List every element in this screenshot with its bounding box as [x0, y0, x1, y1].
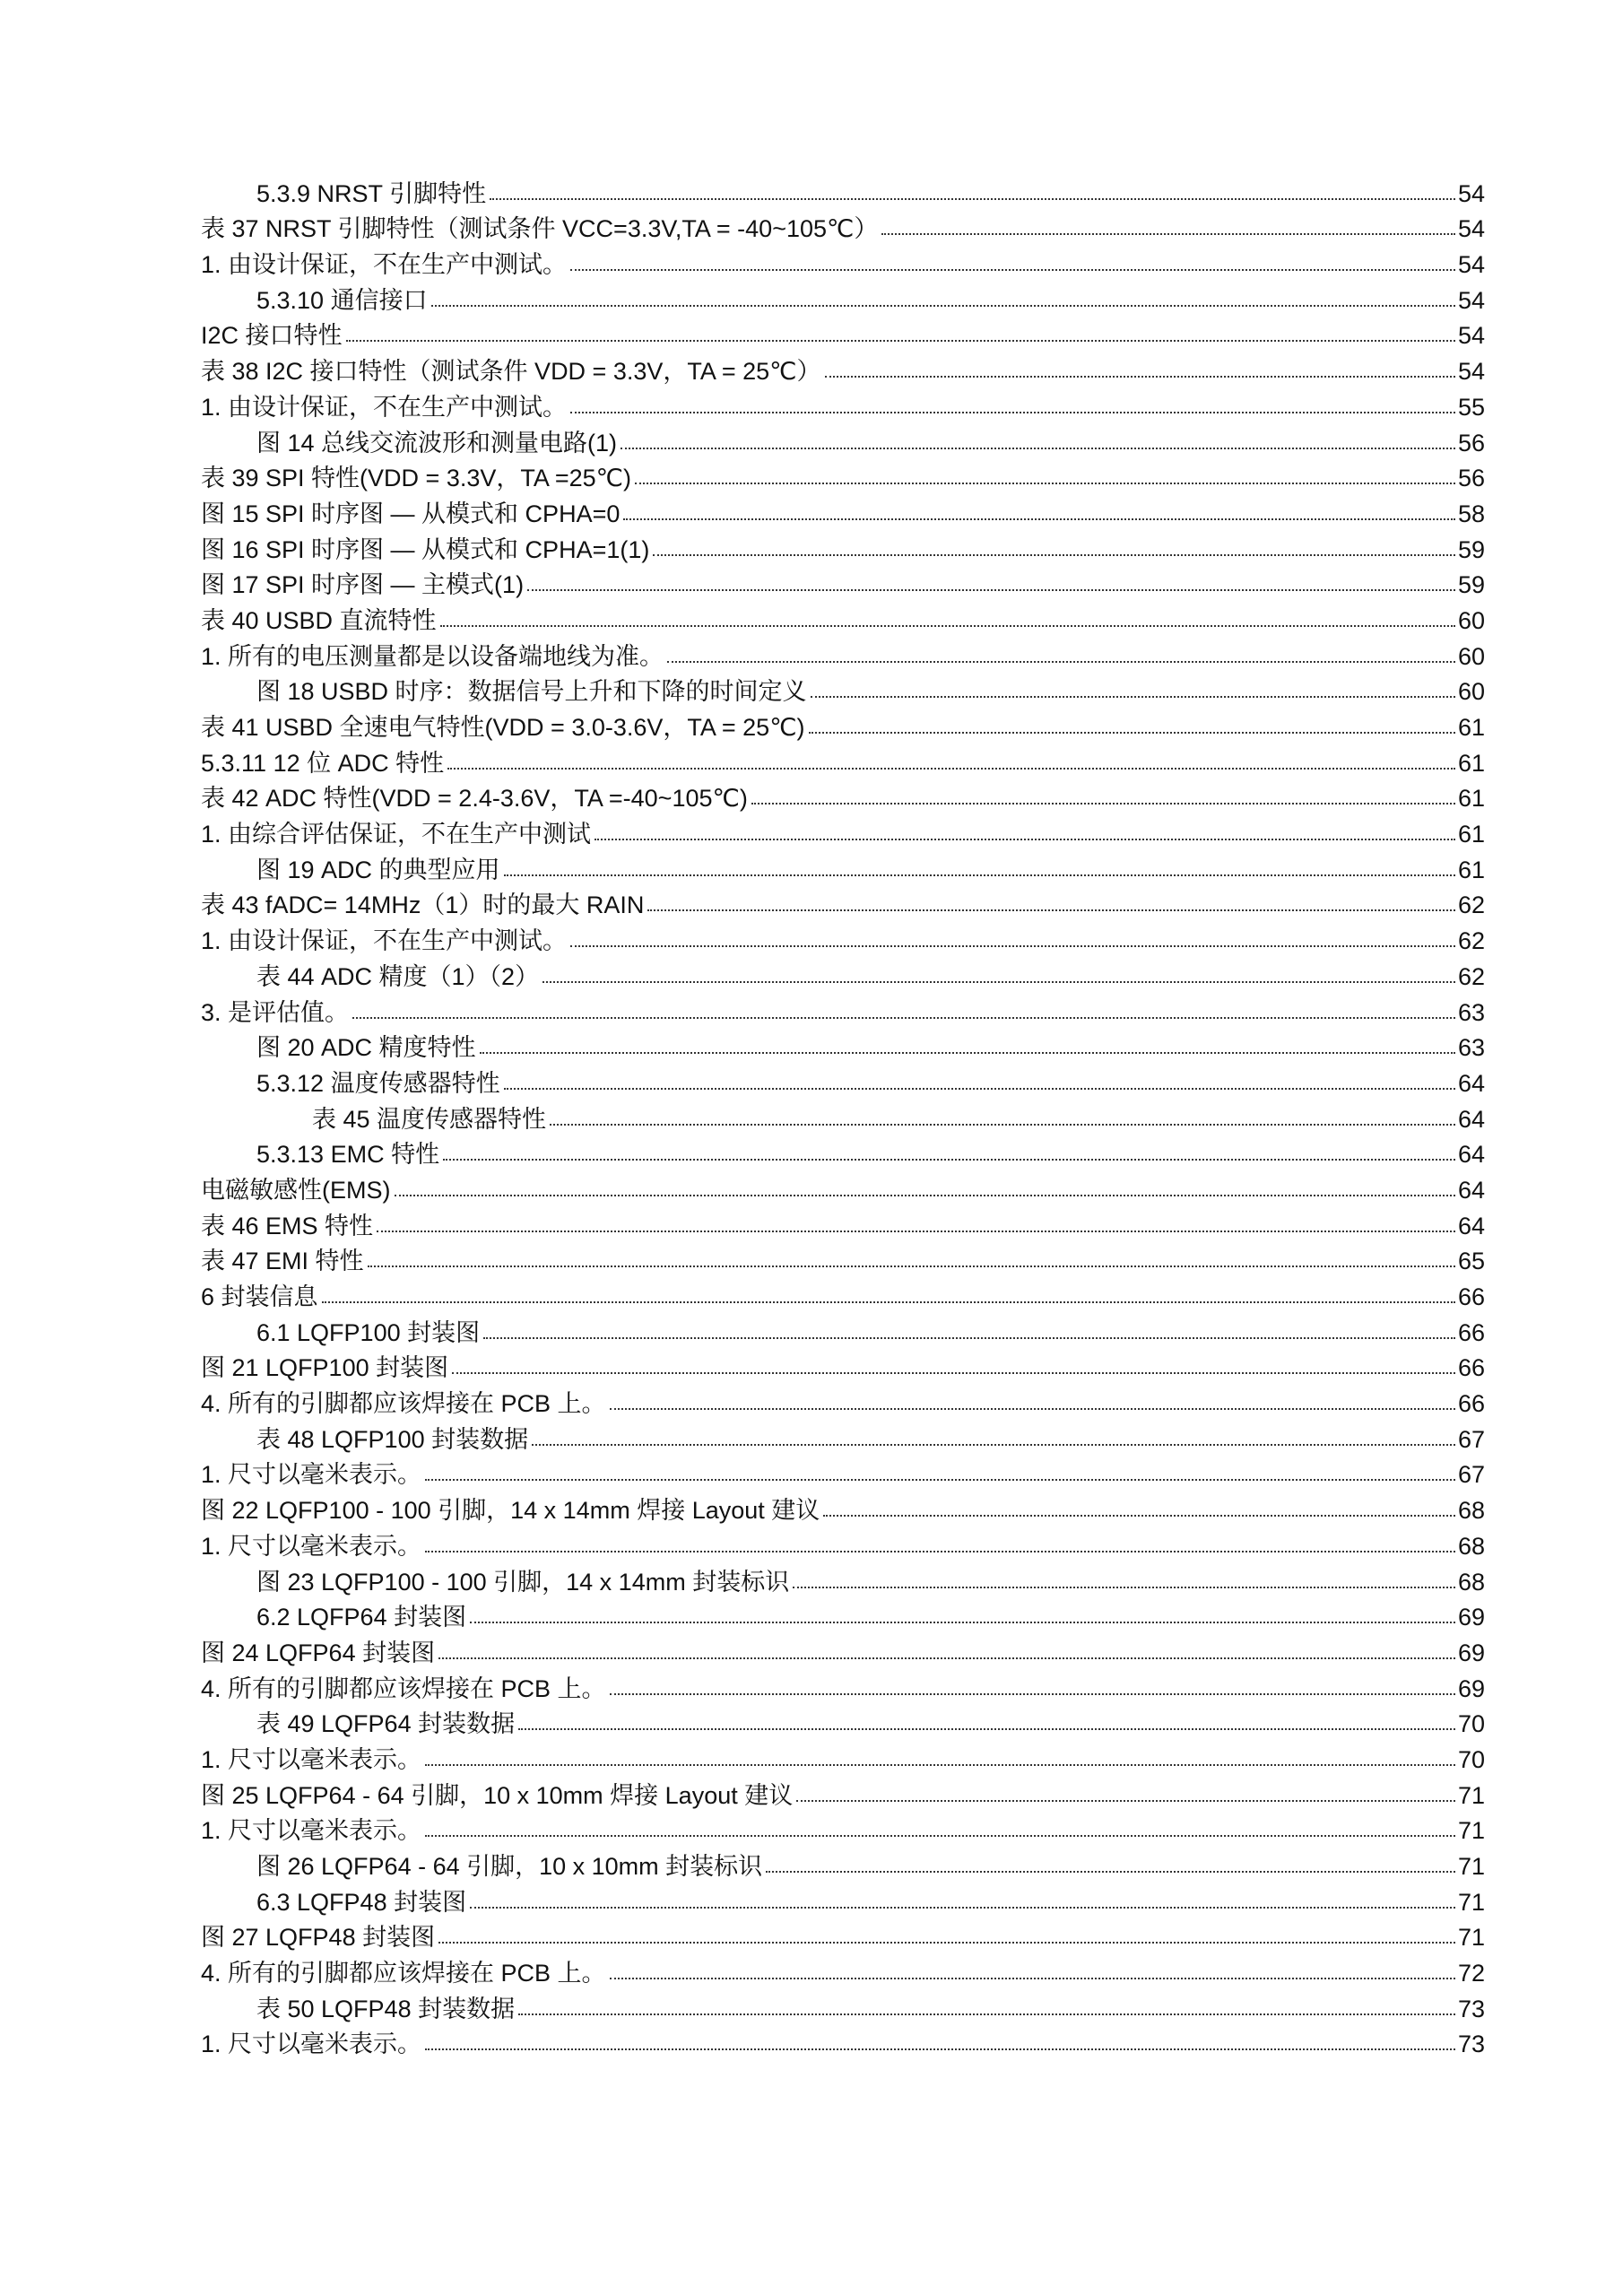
toc-entry[interactable]: [201, 1523, 1485, 1559]
toc-entry-page-number: 68: [1457, 1532, 1485, 1560]
toc-entry-title: 6.1 LQFP100 封装图: [256, 1318, 481, 1346]
toc-entry-page-number: 64: [1457, 1212, 1485, 1239]
toc-entry-page-number: 60: [1457, 642, 1485, 670]
dot-leader: [823, 1515, 1455, 1517]
dot-leader: [621, 448, 1455, 449]
toc-entry-title: 表 38 I2C 接口特性（测试条件 VDD = 3.3V，TA = 25℃）: [201, 358, 821, 386]
dot-leader: [550, 1124, 1455, 1126]
dot-leader: [881, 233, 1455, 235]
dot-leader: [570, 412, 1455, 413]
toc-entry-title: 表 47 EMI 特性: [201, 1248, 364, 1275]
toc-entry[interactable]: [201, 883, 1485, 918]
dot-leader: [377, 1231, 1455, 1232]
toc-entry-title: 1. 尺寸以毫米表示。: [201, 1745, 422, 1773]
dot-leader: [570, 269, 1455, 271]
toc-entry-title: 5.3.11 12 位 ADC 特性: [201, 749, 445, 777]
toc-entry-title: 图 23 LQFP100 - 100 引脚，14 x 14mm 封装标识: [256, 1568, 790, 1596]
dot-leader: [395, 1195, 1455, 1196]
toc-entry-title: 图 24 LQFP64 封装图: [201, 1639, 436, 1666]
dot-leader: [443, 1159, 1455, 1161]
toc-entry-page-number: 56: [1457, 429, 1485, 457]
toc-entry-title: 图 25 LQFP64 - 64 引脚，10 x 10mm 焊接 Layout 建议: [201, 1781, 794, 1809]
dot-leader: [452, 1372, 1455, 1374]
dot-leader: [470, 1622, 1455, 1623]
toc-entry[interactable]: [201, 1274, 1485, 1309]
toc-entry[interactable]: [201, 1915, 1485, 1951]
toc-entry-title: 6 封装信息: [201, 1283, 318, 1310]
toc-entry[interactable]: [201, 170, 1485, 206]
toc-entry[interactable]: [201, 241, 1485, 277]
toc-entry[interactable]: [201, 1595, 1485, 1631]
toc-entry[interactable]: [201, 491, 1485, 526]
dot-leader: [438, 1942, 1455, 1944]
toc-entry[interactable]: [201, 1879, 1485, 1915]
toc-entry-page-number: 61: [1457, 785, 1485, 813]
toc-entry[interactable]: [201, 989, 1485, 1025]
toc-entry-title: 5.3.13 EMC 特性: [256, 1141, 440, 1169]
toc-entry-title: 图 16 SPI 时序图 — 从模式和 CPHA=1(1): [201, 535, 650, 563]
toc-entry[interactable]: [201, 1167, 1485, 1203]
toc-entry-title: 表 46 EMS 特性: [201, 1212, 374, 1239]
toc-entry-title: 表 45 温度传感器特性: [312, 1105, 547, 1133]
dot-leader: [447, 768, 1455, 770]
dot-leader: [490, 198, 1455, 200]
dot-leader: [425, 1479, 1455, 1481]
dot-leader: [518, 2013, 1455, 2015]
toc-entry[interactable]: [201, 1239, 1485, 1274]
dot-leader: [346, 340, 1455, 342]
toc-entry-page-number: 59: [1457, 571, 1485, 599]
toc-entry-title: 表 37 NRST 引脚特性（测试条件 VCC=3.3V,TA = -40~105℃）: [201, 215, 879, 243]
dot-leader: [518, 1728, 1455, 1730]
toc-entry-page-number: 71: [1457, 1817, 1485, 1845]
toc-entry-title: 6.2 LQFP64 封装图: [256, 1604, 467, 1631]
toc-entry-page-number: 69: [1457, 1604, 1485, 1631]
dot-leader: [322, 1301, 1455, 1303]
toc-entry-title: 表 44 ADC 精度（1）（2）: [256, 962, 540, 990]
toc-entry-page-number: 62: [1457, 891, 1485, 919]
dot-leader: [623, 518, 1455, 520]
dot-leader: [532, 1444, 1455, 1446]
dot-leader: [570, 945, 1455, 947]
toc-entry[interactable]: [201, 1203, 1485, 1239]
dot-leader: [431, 305, 1455, 307]
toc-entry-title: 5.3.12 温度传感器特性: [256, 1069, 500, 1097]
toc-entry-title: 1. 由设计保证，不在生产中测试。: [201, 393, 568, 421]
toc-entry-title: 图 27 LQFP48 封装图: [201, 1924, 436, 1952]
toc-entry-page-number: 55: [1457, 393, 1485, 421]
toc-entry-title: 4. 所有的引脚都应该焊接在 PCB 上。: [201, 1390, 606, 1418]
toc-entry-page-number: 61: [1457, 749, 1485, 777]
toc-entry[interactable]: [201, 1736, 1485, 1772]
toc-entry-page-number: 61: [1457, 714, 1485, 741]
toc-entry-title: 表 43 fADC= 14MHz（1）时的最大 RAIN: [201, 891, 645, 919]
toc-entry[interactable]: [201, 1025, 1485, 1061]
toc-entry[interactable]: [201, 1772, 1485, 1808]
toc-entry[interactable]: [201, 1096, 1485, 1132]
toc-entry-title: 图 15 SPI 时序图 — 从模式和 CPHA=0: [201, 500, 621, 527]
toc-entry[interactable]: [201, 1416, 1485, 1452]
toc-entry-title: 4. 所有的引脚都应该焊接在 PCB 上。: [201, 1674, 606, 1702]
toc-entry-page-number: 56: [1457, 465, 1485, 492]
toc-entry-page-number: 66: [1457, 1283, 1485, 1310]
toc-entry[interactable]: [201, 1986, 1485, 2022]
toc-entry-page-number: 73: [1457, 2031, 1485, 2058]
toc-entry-title: 1. 由综合评估保证，不在生产中测试: [201, 821, 592, 848]
dot-leader: [635, 483, 1455, 484]
toc-entry-title: 图 19 ADC 的典型应用: [256, 856, 500, 883]
toc-entry[interactable]: [201, 1808, 1485, 1844]
toc-entry-page-number: 58: [1457, 500, 1485, 527]
toc-entry-title: 1. 尺寸以毫米表示。: [201, 1461, 422, 1489]
toc-entry-page-number: 64: [1457, 1105, 1485, 1133]
toc-entry-page-number: 67: [1457, 1425, 1485, 1453]
table-of-contents: [201, 170, 1485, 2057]
dot-leader: [610, 1693, 1455, 1695]
dot-leader: [368, 1265, 1455, 1267]
toc-entry-page-number: 54: [1457, 286, 1485, 314]
toc-entry-title: 4. 所有的引脚都应该焊接在 PCB 上。: [201, 1960, 606, 1987]
dot-leader: [425, 1764, 1455, 1766]
toc-entry-page-number: 60: [1457, 678, 1485, 706]
toc-entry-page-number: 60: [1457, 606, 1485, 634]
toc-entry[interactable]: [201, 313, 1485, 349]
toc-entry[interactable]: [201, 384, 1485, 420]
toc-entry[interactable]: [201, 1950, 1485, 1986]
toc-entry[interactable]: [201, 704, 1485, 740]
toc-entry-page-number: 66: [1457, 1318, 1485, 1346]
toc-entry[interactable]: [201, 633, 1485, 669]
toc-entry-page-number: 72: [1457, 1960, 1485, 1987]
toc-entry[interactable]: [201, 1345, 1485, 1381]
toc-entry-title: 1. 由设计保证，不在生产中测试。: [201, 251, 568, 279]
toc-entry-title: 表 49 LQFP64 封装数据: [256, 1710, 516, 1738]
toc-entry-title: 5.3.10 通信接口: [256, 286, 428, 314]
toc-entry[interactable]: [201, 420, 1485, 456]
toc-entry[interactable]: [201, 597, 1485, 633]
toc-entry[interactable]: [201, 669, 1485, 705]
dot-leader: [595, 839, 1455, 840]
toc-entry[interactable]: [201, 1630, 1485, 1665]
dot-leader: [470, 1907, 1455, 1909]
toc-entry-title: 1. 由设计保证，不在生产中测试。: [201, 927, 568, 955]
toc-entry[interactable]: [201, 1452, 1485, 1488]
toc-entry[interactable]: [201, 918, 1485, 953]
toc-entry-title: 表 48 LQFP100 封装数据: [256, 1425, 529, 1453]
toc-entry-page-number: 62: [1457, 962, 1485, 990]
toc-entry[interactable]: [201, 776, 1485, 812]
toc-entry[interactable]: [201, 1665, 1485, 1701]
toc-entry-title: 电磁敏感性(EMS): [201, 1176, 391, 1204]
toc-entry-page-number: 63: [1457, 1034, 1485, 1062]
toc-entry-title: 图 20 ADC 精度特性: [256, 1034, 476, 1062]
toc-entry-page-number: 63: [1457, 998, 1485, 1026]
dot-leader: [483, 1337, 1455, 1339]
dot-leader: [793, 1587, 1455, 1588]
dot-leader: [425, 1551, 1455, 1552]
dot-leader: [504, 1088, 1455, 1090]
toc-entry-title: 3. 是评估值。: [201, 998, 350, 1026]
toc-entry-page-number: 71: [1457, 1781, 1485, 1809]
dot-leader: [751, 803, 1455, 804]
toc-entry-page-number: 54: [1457, 179, 1485, 207]
toc-entry-title: 1. 尺寸以毫米表示。: [201, 2031, 422, 2058]
toc-entry-title: 图 17 SPI 时序图 — 主模式(1): [201, 571, 525, 599]
dot-leader: [425, 2048, 1455, 2050]
toc-entry-page-number: 64: [1457, 1176, 1485, 1204]
toc-entry[interactable]: [201, 1309, 1485, 1345]
toc-entry-page-number: 54: [1457, 358, 1485, 386]
toc-entry[interactable]: [201, 562, 1485, 598]
toc-entry[interactable]: [201, 1380, 1485, 1416]
toc-entry[interactable]: [201, 206, 1485, 242]
toc-entry-title: 6.3 LQFP48 封装图: [256, 1888, 467, 1916]
dot-leader: [796, 1800, 1455, 1802]
toc-entry-title: 1. 所有的电压测量都是以设备端地线为准。: [201, 642, 664, 670]
toc-entry-title: 表 50 LQFP48 封装数据: [256, 1995, 516, 2022]
toc-entry-title: 图 14 总线交流波形和测量电路(1): [256, 429, 618, 457]
toc-entry-title: 表 40 USBD 直流特性: [201, 606, 437, 634]
toc-entry-page-number: 68: [1457, 1568, 1485, 1596]
toc-entry[interactable]: [201, 456, 1485, 491]
toc-entry[interactable]: [201, 847, 1485, 883]
toc-entry-title: 图 22 LQFP100 - 100 引脚，14 x 14mm 焊接 Layout 建议: [201, 1497, 820, 1525]
toc-entry-title: 图 21 LQFP100 封装图: [201, 1354, 449, 1382]
dot-leader: [610, 1408, 1455, 1410]
toc-entry-title: 图 26 LQFP64 - 64 引脚，10 x 10mm 封装标识: [256, 1853, 763, 1880]
toc-entry-page-number: 64: [1457, 1069, 1485, 1097]
dot-leader: [825, 376, 1455, 378]
toc-entry-page-number: 66: [1457, 1354, 1485, 1382]
toc-entry[interactable]: [201, 1060, 1485, 1096]
toc-entry[interactable]: [201, 1843, 1485, 1879]
toc-entry-page-number: 61: [1457, 821, 1485, 848]
dot-leader: [440, 625, 1455, 627]
dot-leader: [527, 589, 1455, 591]
toc-entry-page-number: 65: [1457, 1248, 1485, 1275]
dot-leader: [480, 1052, 1455, 1054]
dot-leader: [352, 1017, 1455, 1019]
toc-entry-page-number: 71: [1457, 1924, 1485, 1952]
dot-leader: [766, 1871, 1455, 1873]
dot-leader: [610, 1978, 1455, 1979]
toc-entry[interactable]: [201, 953, 1485, 989]
dot-leader: [504, 874, 1455, 876]
toc-entry-page-number: 71: [1457, 1853, 1485, 1880]
toc-entry-page-number: 70: [1457, 1710, 1485, 1738]
dot-leader: [667, 661, 1455, 663]
toc-entry[interactable]: [201, 526, 1485, 562]
toc-entry-page-number: 54: [1457, 322, 1485, 350]
toc-entry[interactable]: [201, 740, 1485, 776]
dot-leader: [811, 696, 1455, 698]
toc-entry[interactable]: [201, 1487, 1485, 1523]
toc-entry[interactable]: [201, 2022, 1485, 2057]
toc-entry-page-number: 73: [1457, 1995, 1485, 2022]
toc-entry-page-number: 69: [1457, 1674, 1485, 1702]
dot-leader: [653, 554, 1455, 556]
toc-entry-title: 表 41 USBD 全速电气特性(VDD = 3.0-3.6V，TA = 25℃): [201, 714, 805, 741]
dot-leader: [425, 1835, 1455, 1837]
toc-entry[interactable]: [201, 1701, 1485, 1737]
toc-entry-page-number: 70: [1457, 1745, 1485, 1773]
dot-leader: [542, 981, 1455, 983]
toc-entry-title: I2C 接口特性: [201, 322, 343, 350]
toc-entry-title: 图 18 USBD 时序：数据信号上升和下降的时间定义: [256, 678, 807, 706]
toc-entry[interactable]: [201, 348, 1485, 384]
toc-entry-page-number: 66: [1457, 1390, 1485, 1418]
toc-entry-page-number: 54: [1457, 215, 1485, 243]
toc-entry-page-number: 61: [1457, 856, 1485, 883]
toc-entry-page-number: 59: [1457, 535, 1485, 563]
toc-entry-title: 5.3.9 NRST 引脚特性: [256, 179, 487, 207]
toc-entry[interactable]: [201, 1559, 1485, 1595]
dot-leader: [809, 732, 1455, 734]
toc-entry[interactable]: [201, 277, 1485, 313]
dot-leader: [438, 1657, 1455, 1659]
toc-entry[interactable]: [201, 1132, 1485, 1168]
toc-entry-page-number: 71: [1457, 1888, 1485, 1916]
toc-entry-page-number: 68: [1457, 1497, 1485, 1525]
toc-entry-title: 1. 尺寸以毫米表示。: [201, 1817, 422, 1845]
toc-entry-page-number: 67: [1457, 1461, 1485, 1489]
toc-entry-page-number: 62: [1457, 927, 1485, 955]
toc-entry[interactable]: [201, 811, 1485, 847]
toc-entry-title: 表 39 SPI 特性(VDD = 3.3V，TA =25℃): [201, 465, 631, 492]
toc-entry-page-number: 54: [1457, 251, 1485, 279]
dot-leader: [647, 909, 1455, 911]
toc-entry-page-number: 69: [1457, 1639, 1485, 1666]
toc-entry-title: 1. 尺寸以毫米表示。: [201, 1532, 422, 1560]
toc-entry-page-number: 64: [1457, 1141, 1485, 1169]
toc-entry-title: 表 42 ADC 特性(VDD = 2.4-3.6V，TA =-40~105℃): [201, 785, 748, 813]
